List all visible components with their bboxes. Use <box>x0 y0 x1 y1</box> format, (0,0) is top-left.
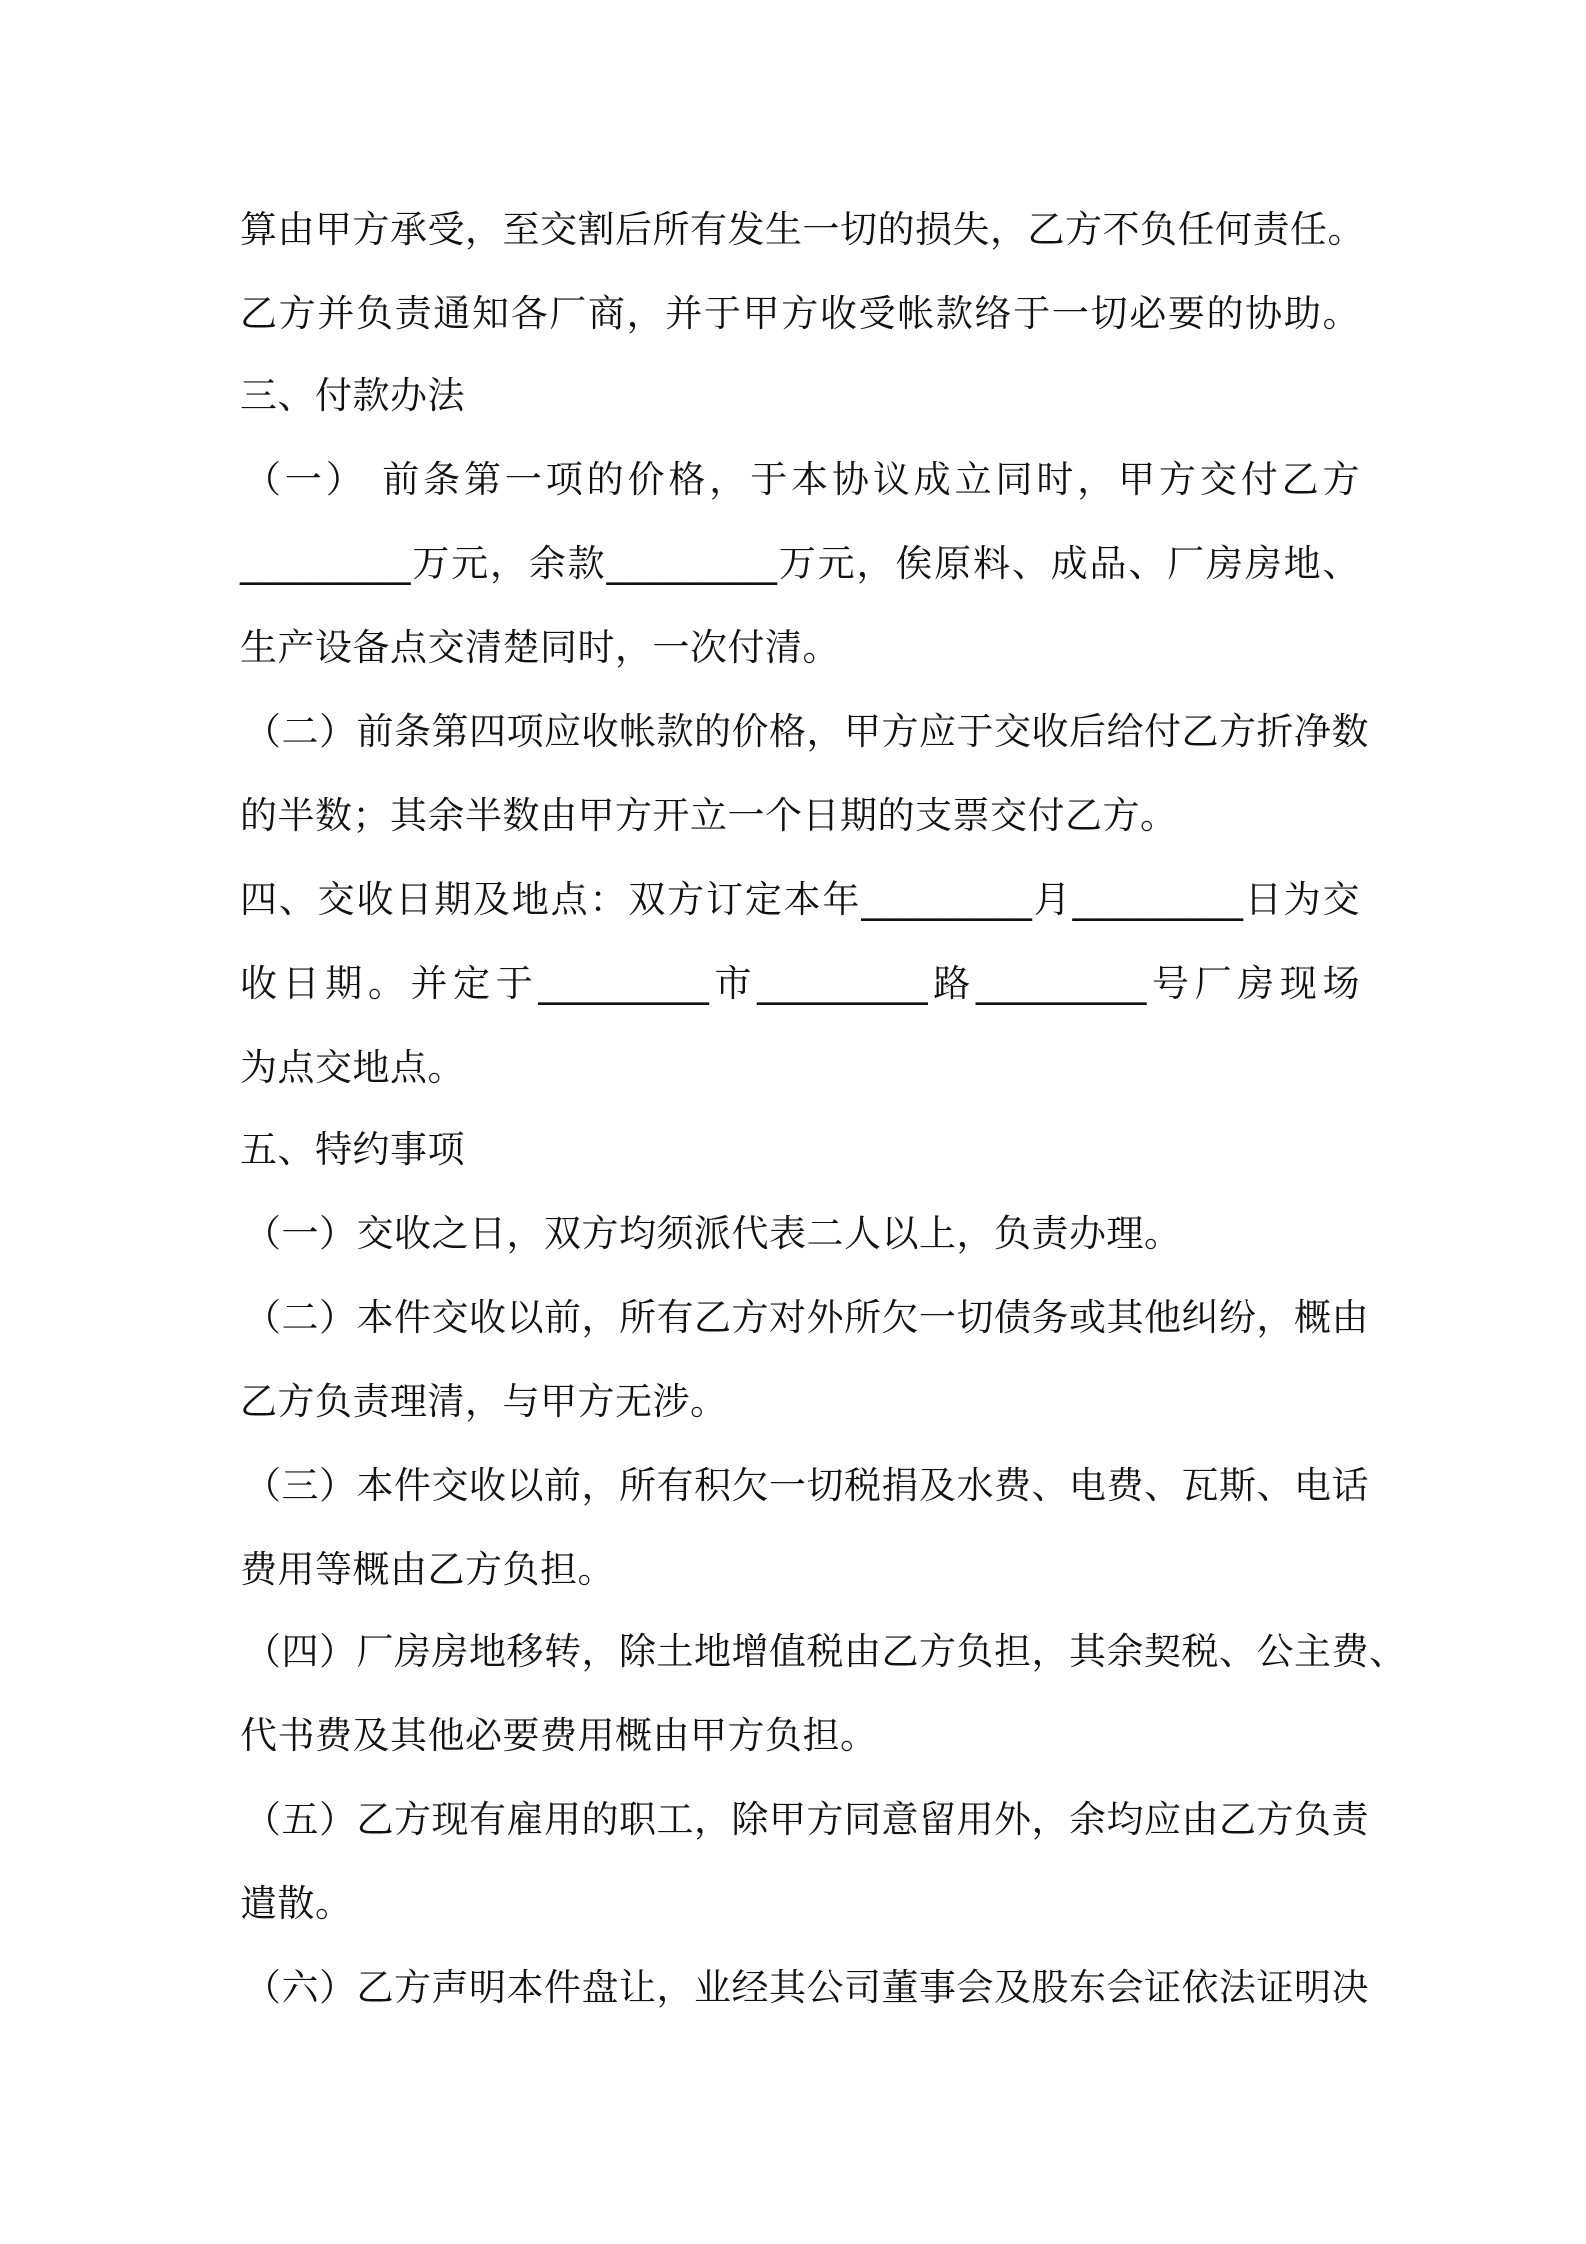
paragraph-line-10: 收日期。并定于_________市_________路_________号厂房现场 <box>240 962 1360 1005</box>
section-heading-delivery: 四、交收日期及地点：双方订定本年_________月_________日为交 <box>240 878 1360 921</box>
paragraph-line-11: 为点交地点。 <box>240 1046 465 1089</box>
paragraph-line-7: （二）前条第四项应收帐款的价格，甲方应于交收后给付乙方折净数 <box>244 710 1369 753</box>
paragraph-line-5: _________万元，余款_________万元，俟原料、成品、厂房房地、 <box>240 542 1360 585</box>
paragraph-line-16: （三）本件交收以前，所有积欠一切税捐及水费、电费、瓦斯、电话 <box>244 1464 1369 1507</box>
paragraph-line-19: 代书费及其他必要费用概由甲方负担。 <box>240 1714 878 1757</box>
paragraph-line-2: 乙方并负责通知各厂商，并于甲方收受帐款络于一切必要的协助。 <box>240 292 1360 335</box>
paragraph-line-13: （一）交收之日，双方均须派代表二人以上，负责办理。 <box>244 1212 1182 1255</box>
paragraph-line-6: 生产设备点交清楚同时，一次付清。 <box>240 626 840 669</box>
paragraph-line-1: 算由甲方承受，至交割后所有发生一切的损失，乙方不负任何责任。 <box>240 208 1365 251</box>
paragraph-line-22: （六）乙方声明本件盘让，业经其公司董事会及股东会证依法证明决 <box>244 1966 1369 2009</box>
paragraph-line-4: （一） 前条第一项的价格，于本协议成立同时，甲方交付乙方 <box>244 458 1360 501</box>
paragraph-line-15: 乙方负责理清，与甲方无涉。 <box>240 1380 728 1423</box>
paragraph-line-21: 遣散。 <box>240 1882 353 1925</box>
paragraph-line-8: 的半数；其余半数由甲方开立一个日期的支票交付乙方。 <box>240 794 1178 837</box>
paragraph-line-14: （二）本件交收以前，所有乙方对外所欠一切债务或其他纠纷，概由 <box>244 1296 1369 1339</box>
paragraph-line-17: 费用等概由乙方负担。 <box>240 1548 615 1591</box>
section-heading-payment: 三、付款办法 <box>240 374 465 417</box>
paragraph-line-20: （五）乙方现有雇用的职工，除甲方同意留用外，余均应由乙方负责 <box>244 1798 1369 1841</box>
section-heading-special: 五、特约事项 <box>240 1128 465 1171</box>
paragraph-line-18: （四）厂房房地移转，除土地增值税由乙方负担，其余契税、公主费、 <box>244 1630 1407 1673</box>
